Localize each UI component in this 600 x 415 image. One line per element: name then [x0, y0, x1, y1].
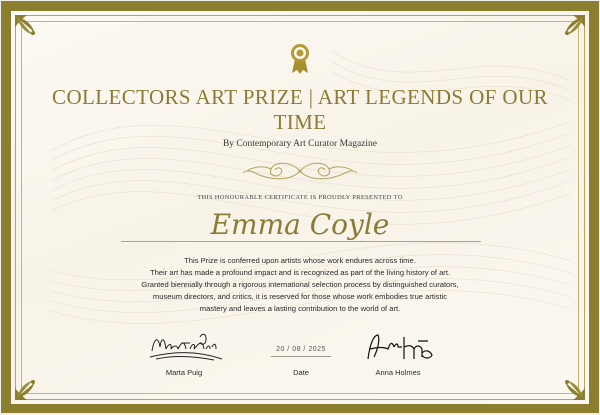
- signatory-right-name: Anna Holmes: [375, 368, 421, 377]
- certificate-title: COLLECTORS ART PRIZE | ART LEGENDS OF OUR TIME: [52, 85, 548, 134]
- signatory-left-name: Marta Puig: [165, 368, 203, 377]
- body-line: Their art has made a profound impact and is recognized as part of the living history of art.: [149, 268, 451, 278]
- presented-to-text: THIS HONOURABLE CERTIFICATE IS PROUDLY PRESENTED TO: [197, 194, 403, 201]
- byline: By Contemporary Art Curator Magazine: [222, 139, 378, 149]
- body-line: mastery and leaves a lasting contribution to the world of art.: [199, 304, 401, 314]
- recipient-underline: [121, 241, 481, 242]
- date-value: 20 / 08 / 2025: [276, 346, 326, 353]
- certificate-body: [101, 255, 499, 315]
- signature-marta-puig: [144, 329, 224, 365]
- body-line: Granted biennially through a rigorous international selection process by distinguished curators,: [141, 280, 459, 290]
- body-line: This Prize is conferred upon artists whose work endures across time.: [184, 256, 416, 265]
- outer-border: [1, 1, 599, 413]
- body-line: museum directors, and critics, it is reserved for those whose work embodies true artistic: [152, 292, 448, 302]
- certificate-paper: [11, 11, 589, 404]
- recipient-name: Emma Coyle: [210, 208, 390, 241]
- date-label: Date: [293, 368, 309, 377]
- signature-left: [139, 329, 229, 365]
- signature-anna-holmes: [358, 329, 438, 367]
- corner-ornament-icon: [13, 13, 41, 41]
- corner-ornament-icon: [559, 374, 587, 402]
- award-ribbon-icon: [289, 43, 311, 75]
- corner-ornament-icon: [559, 13, 587, 41]
- signature-right: [353, 329, 443, 367]
- corner-ornament-icon: [13, 374, 41, 402]
- scroll-flourish-icon: [241, 157, 359, 185]
- date-line: [271, 356, 331, 357]
